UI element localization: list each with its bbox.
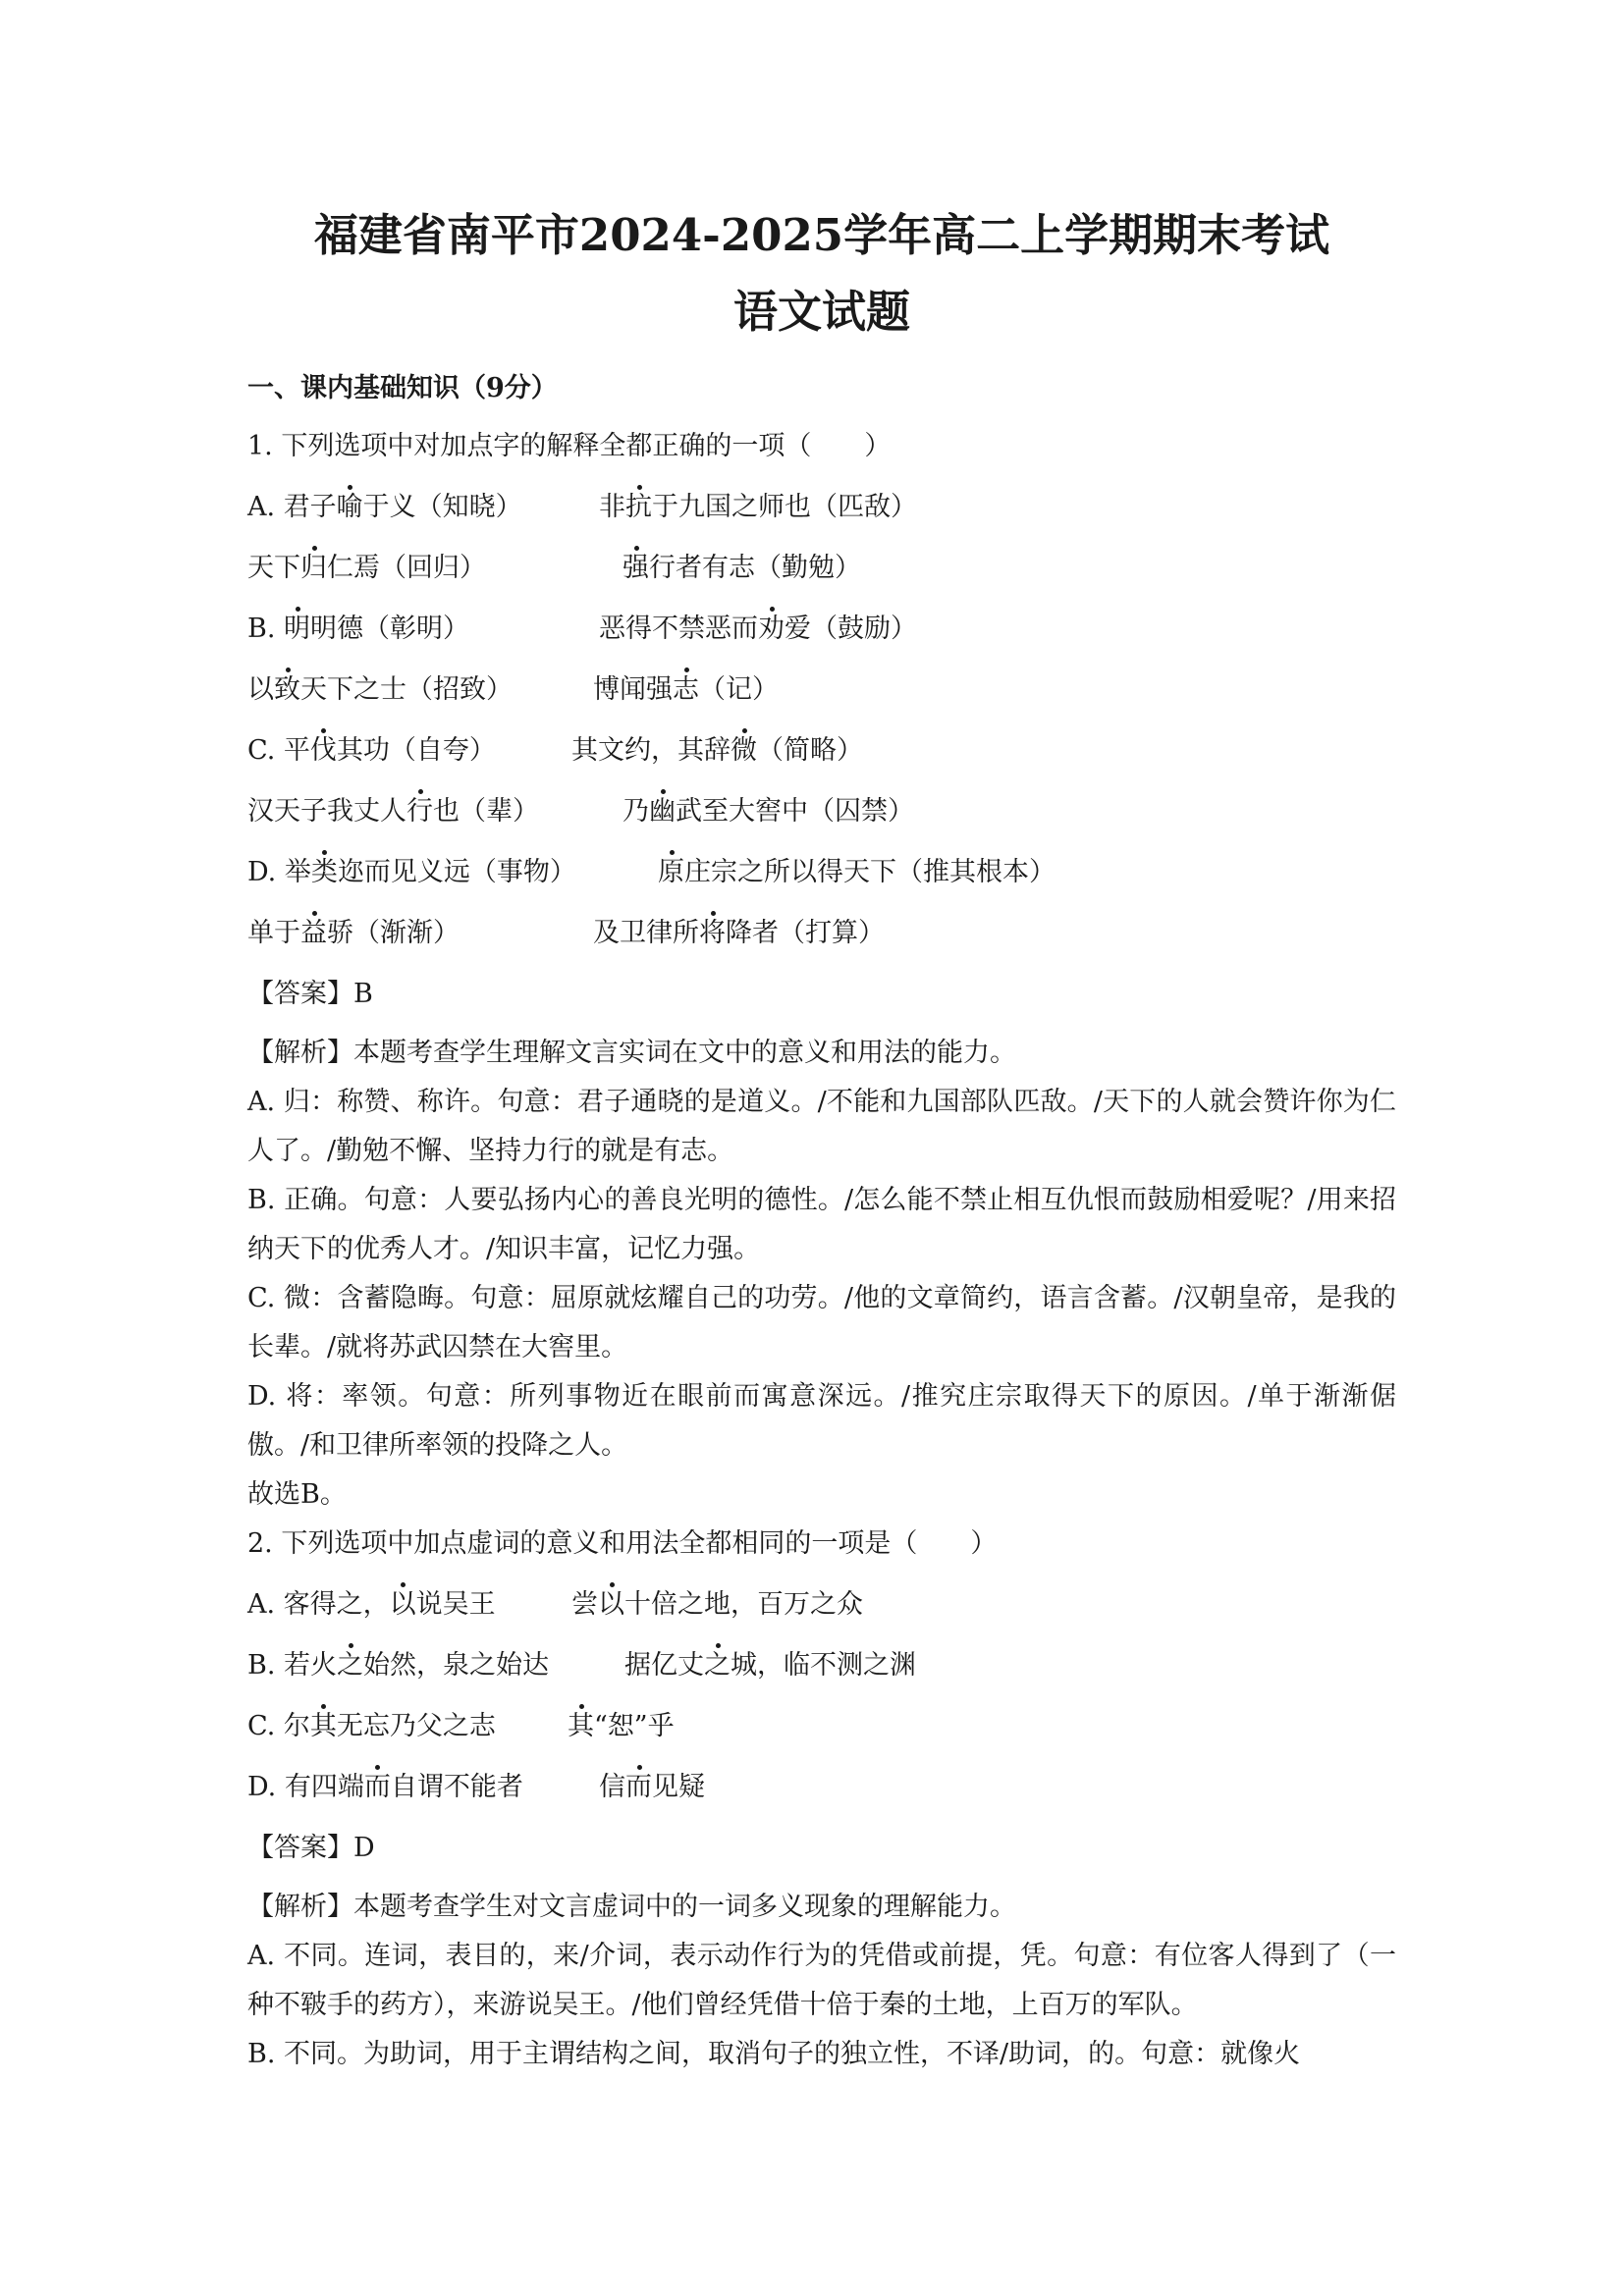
q1-item: 汉天子我丈人行也（辈） bbox=[247, 791, 539, 832]
q1-option-row bbox=[247, 791, 1396, 832]
dotted-char: 类 bbox=[311, 852, 338, 893]
q1-item: 以致天下之士（招致） bbox=[247, 669, 513, 711]
section-heading: 一、课内基础知识（9分） bbox=[247, 373, 558, 403]
document-page bbox=[247, 206, 1396, 2079]
q1-item: A. 君子喻于义（知晓） bbox=[247, 487, 522, 528]
dotted-char: 明 bbox=[284, 609, 310, 650]
q1-option-row bbox=[247, 548, 1396, 589]
dotted-char: 幽 bbox=[649, 791, 676, 832]
q1-item: 其文约，其辞微（简略） bbox=[571, 730, 863, 772]
q1-item: D. 举类迩而见义远（事物） bbox=[247, 852, 576, 893]
q1-item: B. 明明德（彰明） bbox=[247, 609, 469, 650]
q1-option-row bbox=[247, 913, 1396, 954]
q1-item: 天下归仁焉（回归） bbox=[247, 548, 486, 589]
q1-item: 恶得不禁恶而劝爱（鼓励） bbox=[599, 609, 917, 650]
dotted-char: 之 bbox=[704, 1645, 731, 1686]
dotted-char: 以 bbox=[598, 1584, 624, 1626]
dotted-char: 劝 bbox=[758, 609, 785, 650]
q2-answer: 【答案】D bbox=[247, 1833, 375, 1863]
q2-option-row bbox=[247, 1767, 1396, 1808]
q2-item: 其“恕”乎 bbox=[568, 1706, 675, 1747]
dotted-char: 而 bbox=[625, 1767, 652, 1808]
q2-item: A. 客得之，以说吴王 bbox=[247, 1584, 496, 1626]
dotted-char: 志 bbox=[673, 669, 699, 711]
dotted-char: 微 bbox=[731, 730, 757, 772]
dotted-char: 强 bbox=[623, 548, 649, 589]
dotted-char: 而 bbox=[364, 1767, 391, 1808]
dotted-char: 其 bbox=[568, 1706, 594, 1747]
q1-option-row bbox=[247, 669, 1396, 711]
dotted-char: 益 bbox=[300, 913, 327, 954]
q1-item: 博闻强志（记） bbox=[593, 669, 779, 711]
dotted-char: 原 bbox=[658, 852, 684, 893]
document-subtitle: 语文试题 bbox=[732, 286, 910, 338]
dotted-char: 其 bbox=[310, 1706, 337, 1747]
dotted-char: 归 bbox=[300, 548, 327, 589]
q2-item: D. 有四端而自谓不能者 bbox=[247, 1767, 523, 1808]
analysis-line: B. 正确。句意：人要弘扬内心的善良光明的德性。/怎么能不禁止相互仇恨而鼓励相爱呢？/用来招纳天下的优秀人才。/知识丰富，记忆力强。 bbox=[247, 1185, 1396, 1264]
q1-item: 及卫律所将降者（打算） bbox=[593, 913, 885, 954]
dotted-char: 将 bbox=[699, 913, 726, 954]
analysis-line: C. 微：含蓄隐晦。句意：屈原就炫耀自己的功劳。/他的文章简约，语言含蓄。/汉朝皇帝，是我的长辈。/就将苏武囚禁在大窖里。 bbox=[247, 1283, 1396, 1362]
q1-item: 原庄宗之所以得天下（推其根本） bbox=[658, 852, 1056, 893]
q1-item: 单于益骄（渐渐） bbox=[247, 913, 460, 954]
question-2-stem: 2. 下列选项中加点虚词的意义和用法全都相同的一项是（ ） bbox=[247, 1528, 998, 1559]
analysis-line: 【解析】本题考查学生理解文言实词在文中的意义和用法的能力。 bbox=[247, 1038, 1016, 1068]
question-1-stem: 1. 下列选项中对加点字的解释全都正确的一项（ ） bbox=[247, 431, 892, 461]
q2-item: 据亿丈之城，临不测之渊 bbox=[624, 1645, 916, 1686]
analysis-line: B. 不同。为助词，用于主谓结构之间，取消句子的独立性，不译/助词，的。句意：就像火 bbox=[247, 2039, 1301, 2069]
q2-item: 尝以十倍之地，百万之众 bbox=[571, 1584, 863, 1626]
q1-option-row bbox=[247, 730, 1396, 772]
analysis-line: A. 不同。连词，表目的，来/介词，表示动作行为的凭借或前提，凭。句意：有位客人得到了（一种不皲手的药方），来游说吴王。/他们曾经凭借十倍于秦的土地，上百万的军队。 bbox=[247, 1941, 1396, 2020]
q1-item: 乃幽武至大窖中（囚禁） bbox=[623, 791, 914, 832]
analysis-line: A. 归：称赞、称许。句意：君子通晓的是道义。/不能和九国部队匹敌。/天下的人就会赞许你为仁人了。/勤勉不懈、坚持力行的就是有志。 bbox=[247, 1087, 1396, 1166]
q1-option-row bbox=[247, 852, 1396, 893]
q2-item: 信而见疑 bbox=[599, 1767, 705, 1808]
document-title: 福建省南平市2024-2025学年高二上学期期末考试 bbox=[313, 209, 1330, 261]
q1-item: 非抗于九国之师也（匹敌） bbox=[599, 487, 917, 528]
q2-analysis bbox=[247, 1883, 1396, 2079]
q2-item: B. 若火之始然，泉之始达 bbox=[247, 1645, 549, 1686]
analysis-line: D. 将：率领。句意：所列事物近在眼前而寓意深远。/推究庄宗取得天下的原因。/单于渐渐倨傲。/和卫律所率领的投降之人。 bbox=[247, 1381, 1396, 1461]
q2-option-row bbox=[247, 1645, 1396, 1686]
q1-analysis bbox=[247, 1029, 1396, 1520]
analysis-line: 故选B。 bbox=[247, 1479, 347, 1510]
dotted-char: 之 bbox=[337, 1645, 363, 1686]
q1-item: 强行者有志（勤勉） bbox=[623, 548, 861, 589]
q1-answer: 【答案】B bbox=[247, 979, 373, 1009]
dotted-char: 抗 bbox=[625, 487, 652, 528]
dotted-char: 以 bbox=[390, 1584, 416, 1626]
q1-option-row bbox=[247, 609, 1396, 650]
dotted-char: 伐 bbox=[310, 730, 337, 772]
q2-option-row bbox=[247, 1584, 1396, 1626]
q1-option-row bbox=[247, 487, 1396, 528]
q2-option-row bbox=[247, 1706, 1396, 1747]
dotted-char: 喻 bbox=[337, 487, 363, 528]
analysis-line: 【解析】本题考查学生对文言虚词中的一词多义现象的理解能力。 bbox=[247, 1892, 1016, 1922]
dotted-char: 致 bbox=[274, 669, 300, 711]
q2-item: C. 尔其无忘乃父之志 bbox=[247, 1706, 496, 1747]
q1-item: C. 平伐其功（自夸） bbox=[247, 730, 496, 772]
dotted-char: 行 bbox=[406, 791, 433, 832]
